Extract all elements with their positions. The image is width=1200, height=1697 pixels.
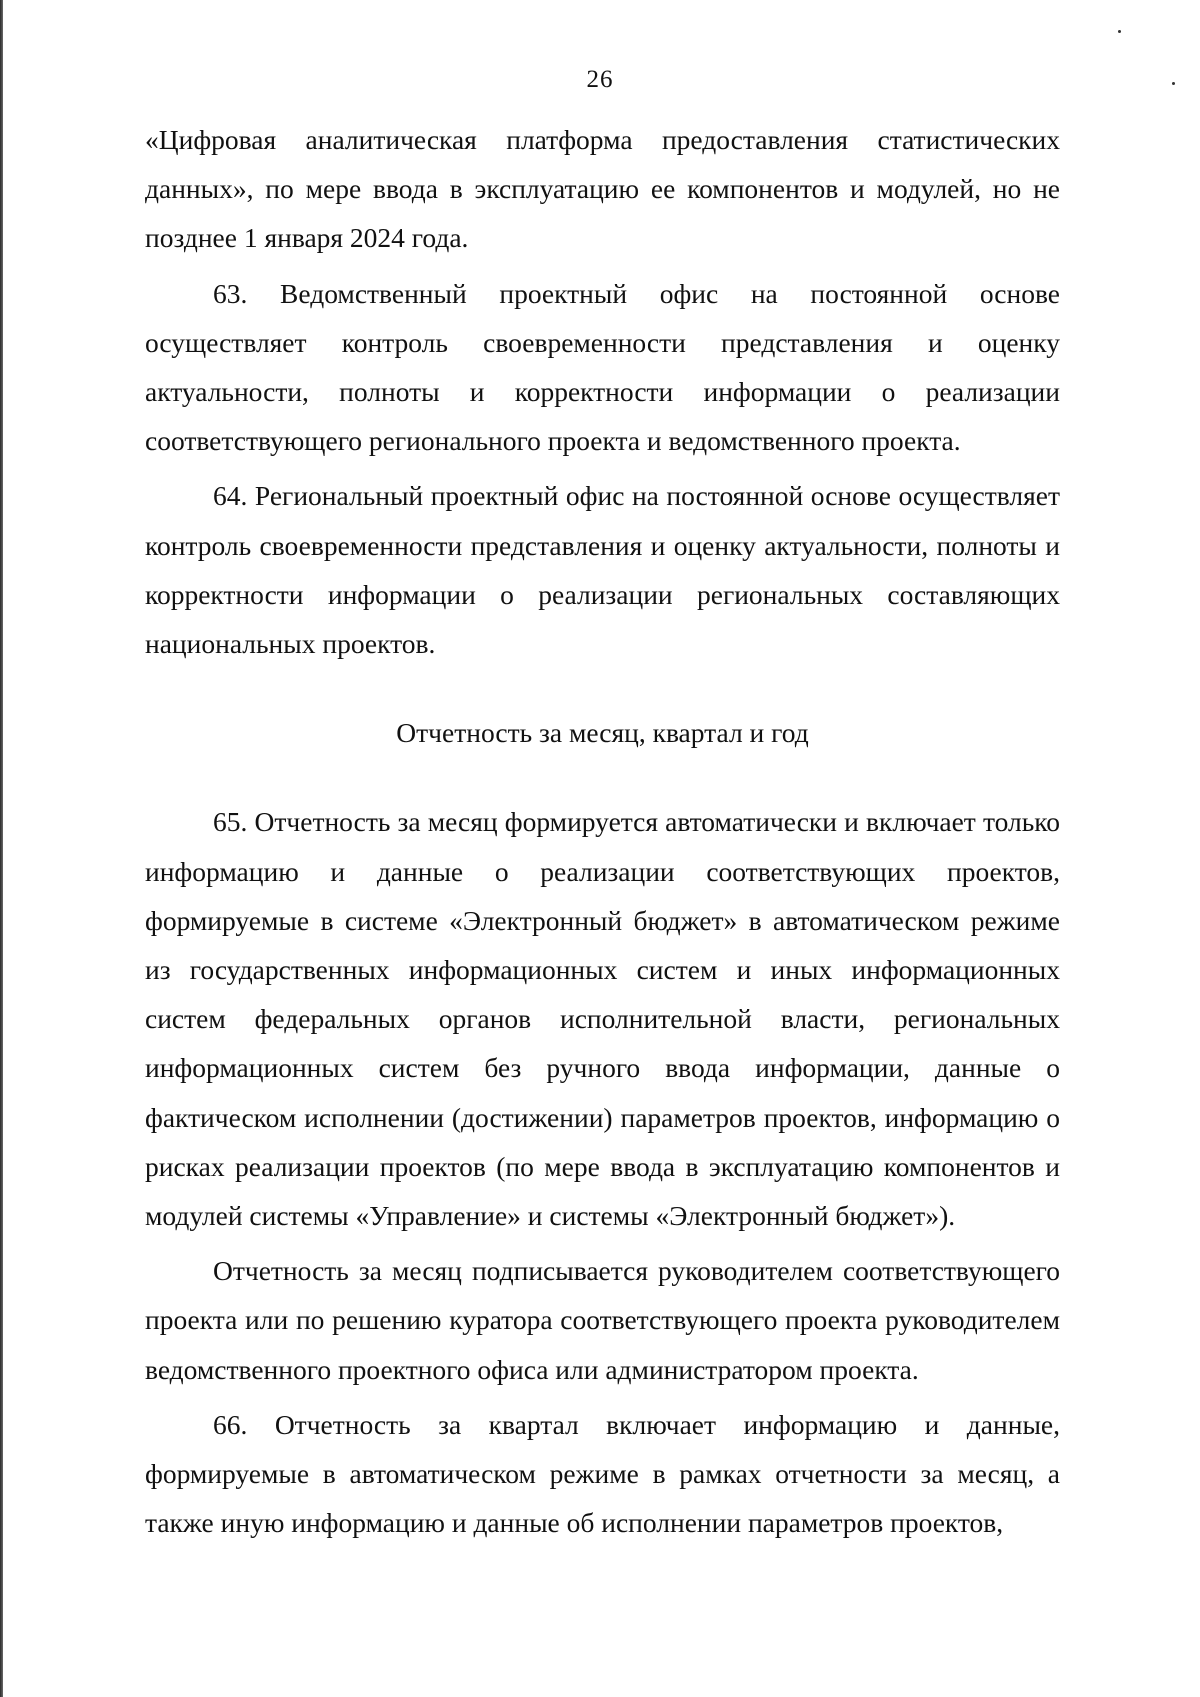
page-number: 26 bbox=[586, 66, 614, 93]
document-body bbox=[145, 115, 1060, 1547]
paragraph-66: 66. Отчетность за квартал включает информацию и данные, формируемые в автоматическом режиме в рамках отчетности за месяц, а также иную информацию и данные об исполнении параметров проектов, bbox=[145, 1408, 1060, 1539]
paragraph-65-signing: Отчетность за месяц подписывается руководителем соответствующего проекта или по решению куратора соответствующего проекта руководителем ведомственного проектного офиса или администратором проекта. bbox=[145, 1255, 1060, 1385]
paragraph-63: 63. Ведомственный проектный офис на постоянной основе осуществляет контроль своевременности представления и оценку актуальности, полноты и корректности информации о реализации соответствующего регионального проекта и ведомственного проекта. bbox=[145, 277, 1060, 457]
section-heading: Отчетность за месяц, квартал и год bbox=[396, 717, 809, 749]
paragraph-64: 64. Региональный проектный офис на постоянной основе осуществляет контроль своевременности представления и оценку актуальности, полноты и корректности информации о реализации региональных составляющих национальных проектов. bbox=[145, 480, 1060, 660]
paragraph-65: 65. Отчетность за месяц формируется автоматически и включает только информацию и данные о реализации соответствующих проектов, формируемые в системе «Электронный бюджет» в автоматическом режиме из государственных информационных систем и иных информационных систем федеральных органов исполнительной власти, региональных информационных систем без ручного ввода информации, данные о фактическом исполнении (достижении) параметров проектов, информацию о рисках реализации проектов (по мере ввода в эксплуатацию компонентов и модулей системы «Управление» и системы «Электронный бюджет»). bbox=[145, 806, 1060, 1232]
paragraph-continuation: «Цифровая аналитическая платформа предоставления статистических данных», по мере ввода в эксплуатацию ее компонентов и модулей, но не позднее 1 января 2024 года. bbox=[145, 124, 1060, 254]
scan-left-edge bbox=[0, 0, 3, 1697]
scan-speck bbox=[1118, 30, 1121, 33]
